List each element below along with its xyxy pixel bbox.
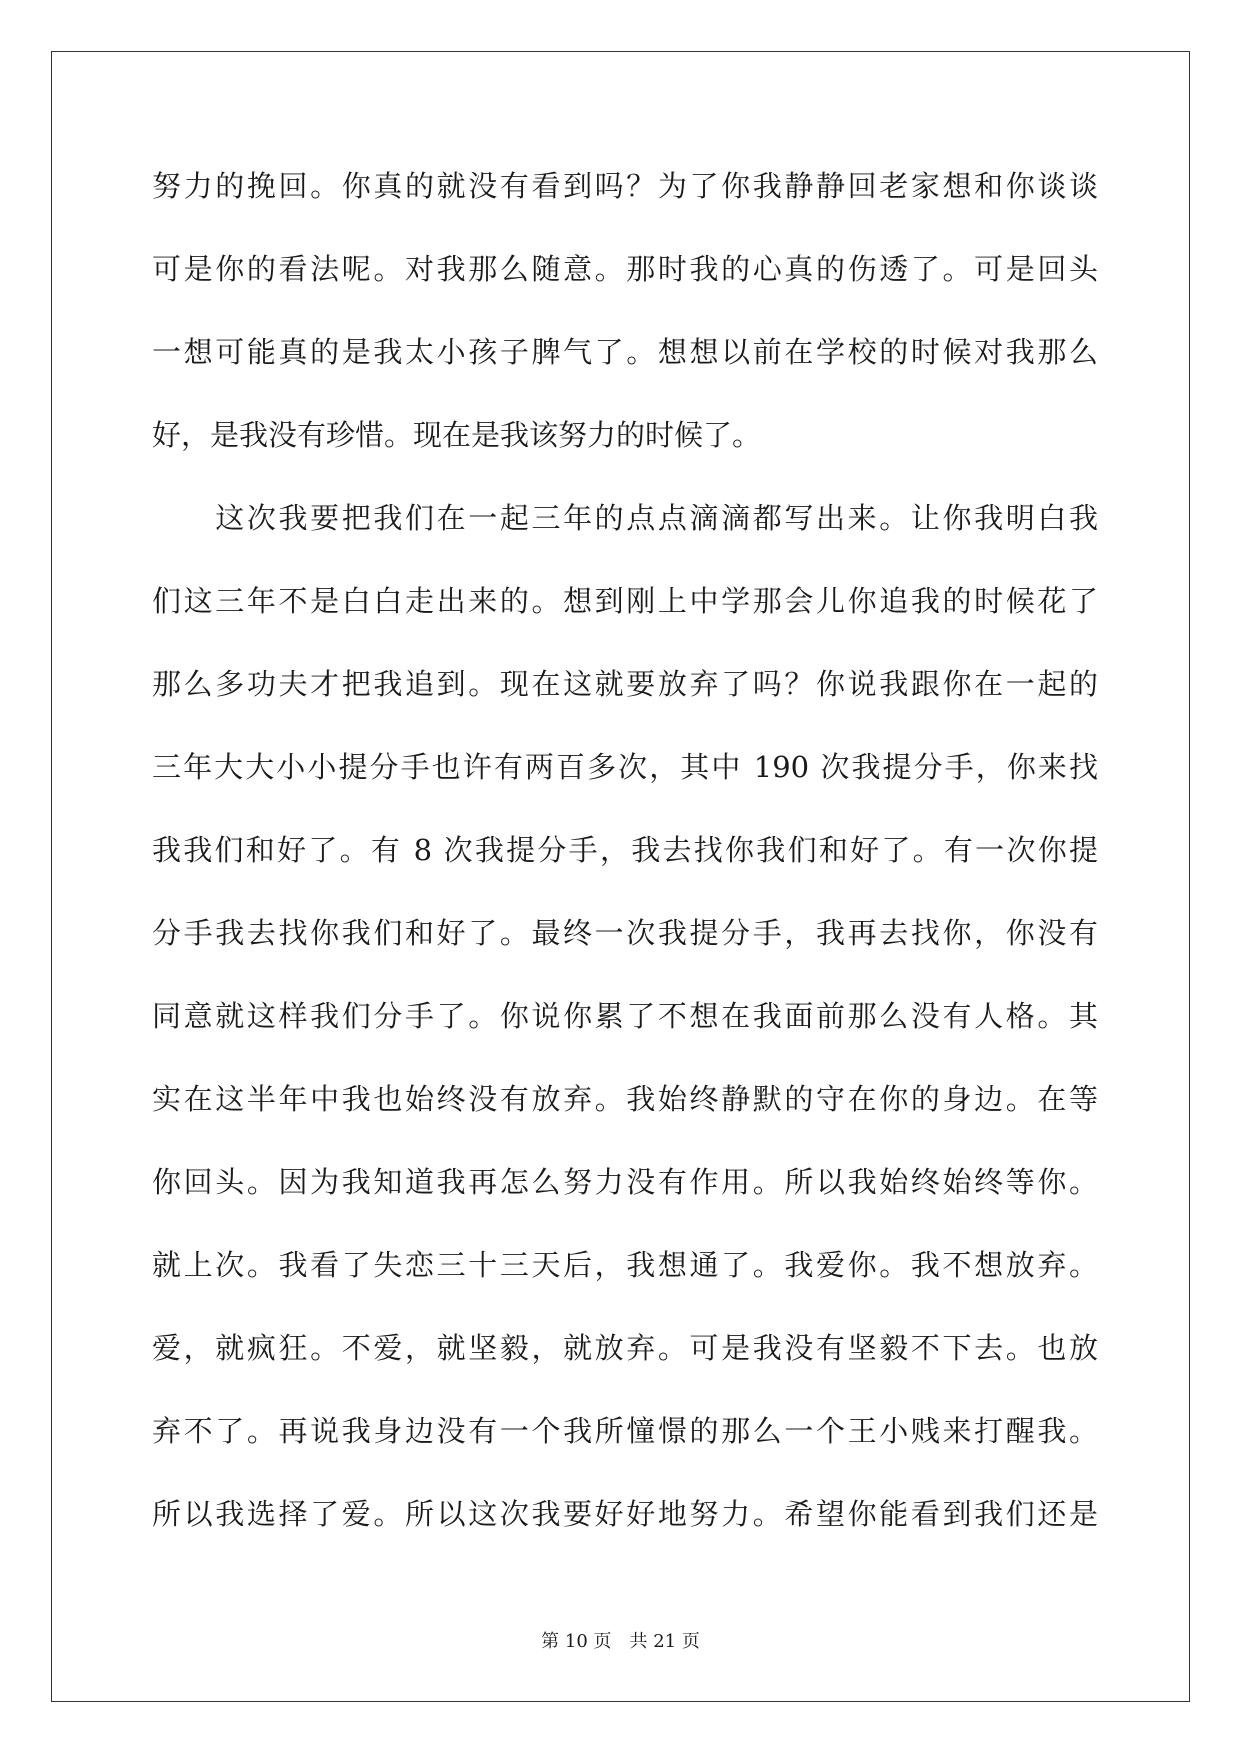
text-line-14: 就上次。我看了失恋三十三天后，我想通了。我爱你。我不想放弃。 bbox=[152, 1248, 1098, 1282]
text-line-11: 同意就这样我们分手了。你说你累了不想在我面前那么没有人格。其 bbox=[152, 999, 1098, 1033]
text-line-13: 你回头。因为我知道我再怎么努力没有作用。所以我始终始终等你。 bbox=[152, 1165, 1098, 1199]
text-line-17: 所以我选择了爱。所以这次我要好好地努力。希望你能看到我们还是 bbox=[152, 1497, 1098, 1531]
text-line-8: 三年大大小小提分手也许有两百多次，其中 190 次我提分手，你来找 bbox=[152, 750, 1098, 784]
body-text bbox=[152, 167, 1098, 1578]
text-line-4: 好，是我没有珍惜。现在是我该努力的时候了。 bbox=[152, 418, 762, 452]
text-line-1: 努力的挽回。你真的就没有看到吗？为了你我静静回老家想和你谈谈 bbox=[152, 169, 1098, 203]
text-line-10: 分手我去找你我们和好了。最终一次我提分手，我再去找你，你没有 bbox=[152, 916, 1098, 950]
text-line-3: 一想可能真的是我太小孩子脾气了。想想以前在学校的时候对我那么 bbox=[152, 335, 1098, 369]
text-line-5: 这次我要把我们在一起三年的点点滴滴都写出来。让你我明白我 bbox=[152, 501, 1098, 535]
page-number-footer: 第 10 页 共 21 页 bbox=[541, 1631, 700, 1652]
text-line-7: 那么多功夫才把我追到。现在这就要放弃了吗？你说我跟你在一起的 bbox=[152, 667, 1098, 701]
text-line-9: 我我们和好了。有 8 次我提分手，我去找你我们和好了。有一次你提 bbox=[152, 833, 1098, 867]
text-line-2: 可是你的看法呢。对我那么随意。那时我的心真的伤透了。可是回头 bbox=[152, 252, 1098, 286]
text-line-12: 实在这半年中我也始终没有放弃。我始终静默的守在你的身边。在等 bbox=[152, 1082, 1098, 1116]
text-line-15: 爱，就疯狂。不爱，就坚毅，就放弃。可是我没有坚毅不下去。也放 bbox=[152, 1331, 1098, 1365]
text-line-6: 们这三年不是白白走出来的。想到刚上中学那会儿你追我的时候花了 bbox=[152, 584, 1098, 618]
text-line-16: 弃不了。再说我身边没有一个我所憧憬的那么一个王小贱来打醒我。 bbox=[152, 1414, 1098, 1448]
